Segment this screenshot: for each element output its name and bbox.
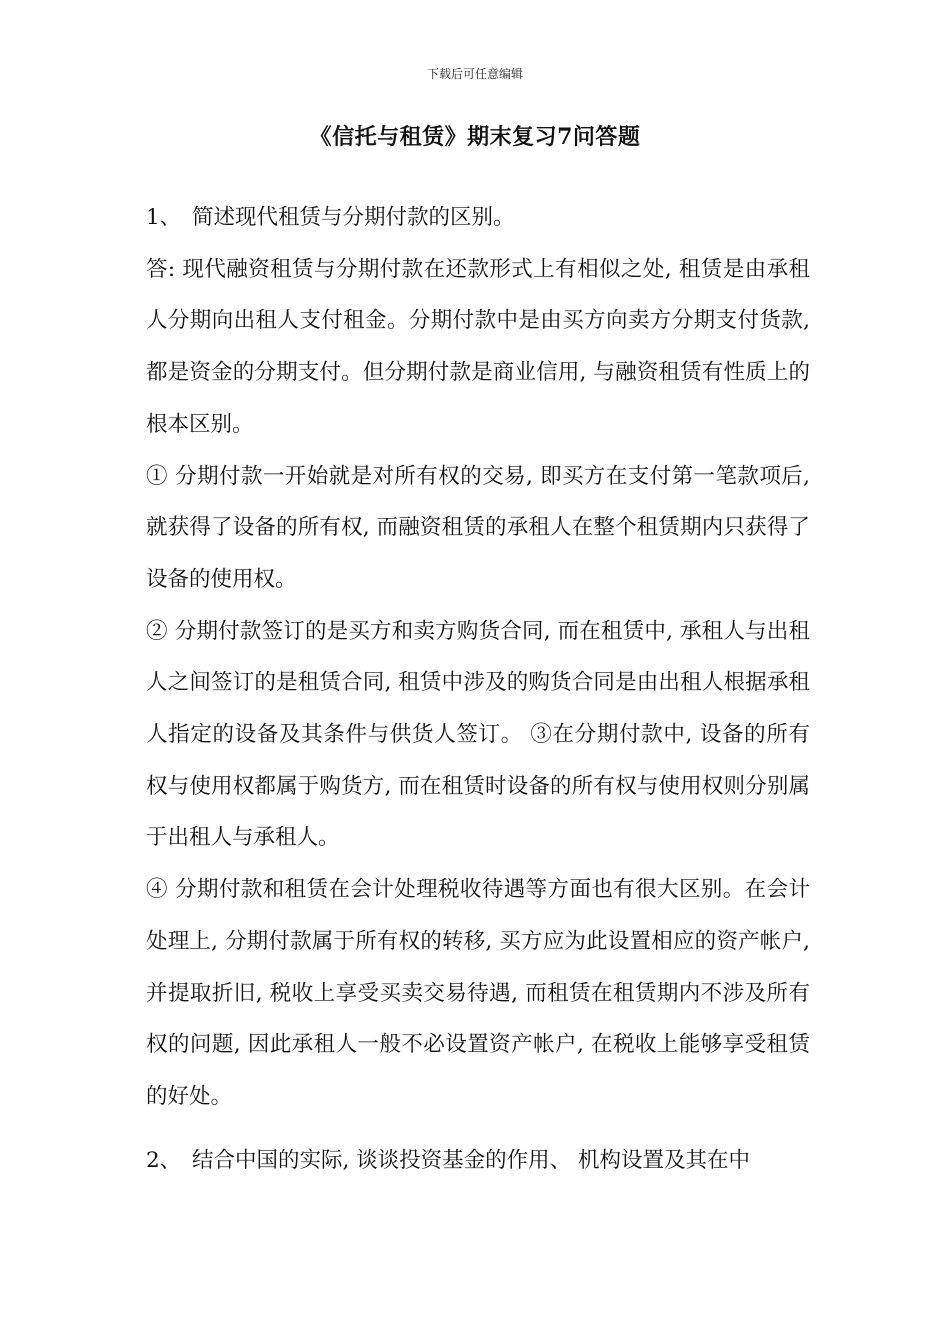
question-2-text: 结合中国的实际, 谈谈投资基金的作用、 机构设置及其在中	[192, 1148, 751, 1173]
question-2-section	[146, 1135, 810, 1187]
answer-point-2-3: ② 分期付款签订的是买方和卖方购货合同, 而在租赁中, 承租人与出租人之间签订的是租赁合同, 租赁中涉及的购货合同是由出租人根据承租人指定的设备及其条件与供货人签订。 ③在分期付款中, 设备的所有权与使用权都属于购货方, 而在租赁时设备的所有权与使用权则分别属于出租人与承租人。	[146, 618, 810, 851]
document-title: 《信托与租赁》期末复习7问答题	[309, 124, 641, 150]
question-1-heading	[146, 192, 810, 244]
header-note: 下载后可任意编辑	[426, 67, 523, 81]
question-2-heading	[146, 1135, 810, 1187]
answer-point-1: ① 分期付款一开始就是对所有权的交易, 即买方在支付第一笔款项后, 就获得了设备的所有权, 而融资租赁的承租人在整个租赁期内只获得了设备的使用权。	[146, 463, 810, 592]
question-1-section	[146, 192, 810, 1123]
question-1-text: 简述现代租赁与分期付款的区别。	[192, 205, 515, 230]
answer-point-4: ④ 分期付款和租赁在会计处理税收待遇等方面也有很大区别。在会计处理上, 分期付款属于所有权的转移, 买方应为此设置相应的资产帐户, 并提取折旧, 税收上享受买卖交易待遇, 而租赁在租赁期内不涉及所有权的问题, 因此承租人一般不必设置资产帐户, 在税收上能够享受租赁的好处。	[146, 877, 810, 1109]
question-2-number: 2、	[146, 1148, 182, 1173]
question-1-number: 1、	[146, 205, 182, 230]
answer-paragraph: 答: 现代融资租赁与分期付款在还款形式上有相似之处, 租赁是由承租人分期向出租人支付租金。分期付款中是由买方向卖方分期支付货款, 都是资金的分期支付。但分期付款是商业信用, 与融资租赁有性质上的根本区别。	[146, 256, 810, 437]
